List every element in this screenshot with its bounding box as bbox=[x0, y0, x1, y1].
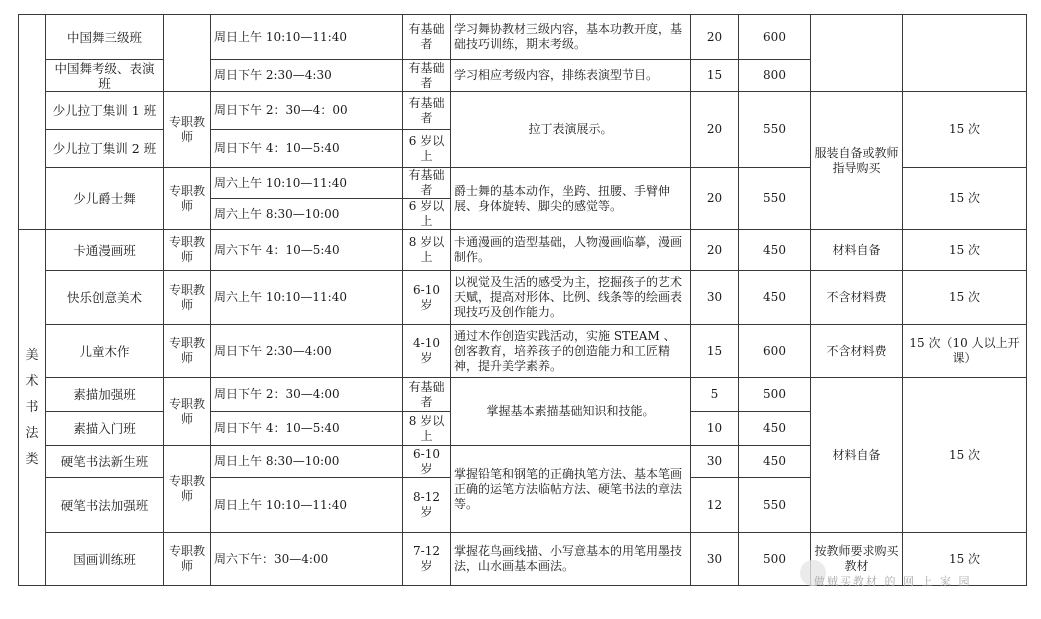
table-row bbox=[19, 230, 1027, 271]
note-cell bbox=[811, 15, 903, 92]
course-name: 卡通漫画班 bbox=[46, 230, 164, 271]
course-content: 拉丁表演展示。 bbox=[451, 92, 691, 168]
course-name: 少儿爵士舞 bbox=[46, 168, 164, 230]
course-time: 周六下午 4：10—5:40 bbox=[211, 230, 403, 271]
course-name: 少儿拉丁集训 1 班 bbox=[46, 92, 164, 130]
course-time: 周日上午 10:10—11:40 bbox=[211, 15, 403, 60]
course-time: 周六上午 10:10—11:40 bbox=[211, 271, 403, 325]
times-cell: 15 次 bbox=[903, 168, 1027, 230]
class-size: 15 bbox=[691, 60, 739, 92]
requirement: 8-12 岁 bbox=[403, 478, 451, 533]
course-fee: 450 bbox=[739, 230, 811, 271]
course-name: 国画训练班 bbox=[46, 533, 164, 586]
category-cell bbox=[19, 230, 46, 586]
note-cell: 不含材料费 bbox=[811, 271, 903, 325]
table-row bbox=[19, 92, 1027, 130]
teacher-cell: 专职教师 bbox=[164, 168, 211, 230]
times-cell: 15 次 bbox=[903, 378, 1027, 533]
course-fee: 550 bbox=[739, 92, 811, 168]
course-time: 周日下午 4：10—5:40 bbox=[211, 130, 403, 168]
course-fee: 550 bbox=[739, 168, 811, 230]
teacher-cell: 专职教师 bbox=[164, 533, 211, 586]
course-fee: 500 bbox=[739, 378, 811, 412]
requirement: 6-10 岁 bbox=[403, 271, 451, 325]
teacher-cell: 专职教师 bbox=[164, 446, 211, 533]
class-size: 15 bbox=[691, 325, 739, 378]
times-cell: 15 次 bbox=[903, 230, 1027, 271]
requirement: 8 岁以上 bbox=[403, 230, 451, 271]
table-row bbox=[19, 325, 1027, 378]
class-size: 20 bbox=[691, 92, 739, 168]
teacher-cell: 专职教师 bbox=[164, 325, 211, 378]
course-fee: 450 bbox=[739, 271, 811, 325]
requirement: 有基础者 bbox=[403, 60, 451, 92]
requirement: 7-12 岁 bbox=[403, 533, 451, 586]
times-cell: 15 次 bbox=[903, 533, 1027, 586]
category-label: 美术书法类 bbox=[25, 347, 39, 467]
class-size: 30 bbox=[691, 271, 739, 325]
requirement: 4-10 岁 bbox=[403, 325, 451, 378]
note-cell: 按教师要求购买教材 bbox=[811, 533, 903, 586]
course-content: 以视觉及生活的感受为主，挖掘孩子的艺术天赋，提高对形体、比例、线条等的绘画表现技巧及创作能力。 bbox=[451, 271, 691, 325]
course-content: 掌握基本素描基础知识和技能。 bbox=[451, 378, 691, 446]
class-size: 30 bbox=[691, 533, 739, 586]
requirement: 6-10 岁 bbox=[403, 446, 451, 478]
course-fee: 800 bbox=[739, 60, 811, 92]
course-time: 周日下午 4：10—5:40 bbox=[211, 412, 403, 446]
course-time: 周日上午 8:30—10:00 bbox=[211, 446, 403, 478]
course-table bbox=[18, 14, 1027, 586]
course-name: 中国舞三级班 bbox=[46, 15, 164, 60]
note-cell: 材料自备 bbox=[811, 378, 903, 533]
class-size: 10 bbox=[691, 412, 739, 446]
teacher-cell: 专职教师 bbox=[164, 271, 211, 325]
times-cell: 15 次 bbox=[903, 92, 1027, 168]
course-fee: 450 bbox=[739, 412, 811, 446]
class-size: 20 bbox=[691, 168, 739, 230]
course-fee: 600 bbox=[739, 325, 811, 378]
course-name: 硬笔书法新生班 bbox=[46, 446, 164, 478]
course-content: 学习舞协教材三级内容，基本功教开度，基础技巧训练，期末考级。 bbox=[451, 15, 691, 60]
course-name: 少儿拉丁集训 2 班 bbox=[46, 130, 164, 168]
course-fee: 600 bbox=[739, 15, 811, 60]
times-cell: 15 次 bbox=[903, 271, 1027, 325]
note-cell: 材料自备 bbox=[811, 230, 903, 271]
teacher-cell: 专职教师 bbox=[164, 92, 211, 168]
course-content: 通过木作创造实践活动，实施 STEAM 、创客教育，培养孩子的创造能力和工匠精神，提升美学素养。 bbox=[451, 325, 691, 378]
table-row bbox=[19, 15, 1027, 60]
course-fee: 550 bbox=[739, 478, 811, 533]
requirement: 8 岁以上 bbox=[403, 412, 451, 446]
course-fee: 500 bbox=[739, 533, 811, 586]
course-name: 中国舞考级、表演班 bbox=[46, 60, 164, 92]
course-name: 儿童木作 bbox=[46, 325, 164, 378]
class-size: 12 bbox=[691, 478, 739, 533]
teacher-cell: 专职教师 bbox=[164, 378, 211, 446]
table-row bbox=[19, 271, 1027, 325]
course-time: 周日上午 10:10—11:40 bbox=[211, 478, 403, 533]
requirement: 有基础者 bbox=[403, 15, 451, 60]
course-time: 周六上午 8:30—10:00 bbox=[211, 199, 403, 230]
class-size: 5 bbox=[691, 378, 739, 412]
times-cell: 15 次（10 人以上开课） bbox=[903, 325, 1027, 378]
requirement: 有基础者 bbox=[403, 378, 451, 412]
course-content: 掌握花鸟画线描、小写意基本的用笔用墨技法，山水画基本画法。 bbox=[451, 533, 691, 586]
course-time: 周日下午 2：30—4：00 bbox=[211, 92, 403, 130]
requirement: 有基础者 bbox=[403, 168, 451, 199]
course-content: 爵士舞的基本动作，坐跨、扭腰、手臂伸展、身体旋转、脚尖的感觉等。 bbox=[451, 168, 691, 230]
course-name: 硬笔书法加强班 bbox=[46, 478, 164, 533]
course-time: 周六下午：30—4:00 bbox=[211, 533, 403, 586]
category-cell bbox=[19, 15, 46, 230]
requirement: 6 岁以上 bbox=[403, 130, 451, 168]
course-time: 周日下午 2:30—4:00 bbox=[211, 325, 403, 378]
course-time: 周日下午 2:30—4:30 bbox=[211, 60, 403, 92]
times-cell bbox=[903, 15, 1027, 92]
course-time: 周六上午 10:10—11:40 bbox=[211, 168, 403, 199]
course-name: 素描加强班 bbox=[46, 378, 164, 412]
watermark-text: 做贼买教材 的 网 上 家 园 bbox=[814, 575, 972, 588]
course-name: 快乐创意美术 bbox=[46, 271, 164, 325]
course-content: 学习相应考级内容，排练表演型节目。 bbox=[451, 60, 691, 92]
course-name: 素描入门班 bbox=[46, 412, 164, 446]
class-size: 20 bbox=[691, 230, 739, 271]
class-size: 30 bbox=[691, 446, 739, 478]
note-cell: 不含材料费 bbox=[811, 325, 903, 378]
course-time: 周日下午 2：30—4:00 bbox=[211, 378, 403, 412]
course-content: 卡通漫画的造型基础，人物漫画临摹，漫画制作。 bbox=[451, 230, 691, 271]
course-fee: 450 bbox=[739, 446, 811, 478]
table-row bbox=[19, 378, 1027, 412]
teacher-cell bbox=[164, 15, 211, 92]
class-size: 20 bbox=[691, 15, 739, 60]
note-cell: 服装自备或教师指导购买 bbox=[811, 92, 903, 230]
teacher-cell: 专职教师 bbox=[164, 230, 211, 271]
requirement: 有基础者 bbox=[403, 92, 451, 130]
requirement: 6 岁以上 bbox=[403, 199, 451, 230]
course-content: 掌握铅笔和钢笔的正确执笔方法、基本笔画正确的运笔方法临帖方法、硬笔书法的章法等。 bbox=[451, 446, 691, 533]
